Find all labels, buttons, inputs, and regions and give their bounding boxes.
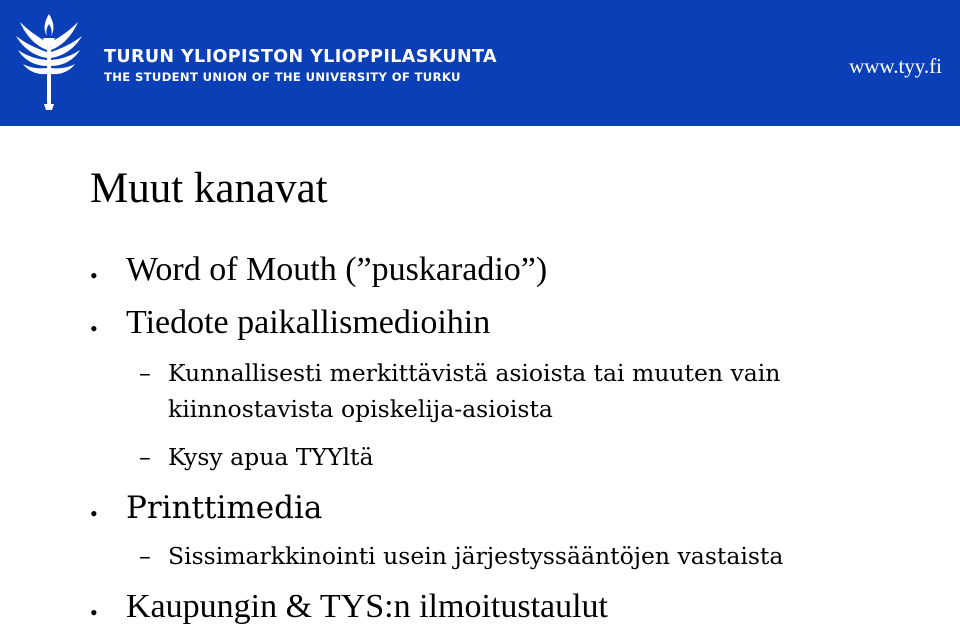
bullet-text: Kaupungin & TYS:n ilmoitustaulut: [126, 588, 608, 625]
sub-bullet-text: kiinnostavista opiskelija-asioista: [168, 395, 553, 423]
bullet-dot-icon: •: [90, 600, 98, 625]
sub-bullet-text: Sissimarkkinointi usein järjestyssääntöjen vastaista: [168, 542, 784, 570]
sub-bullet-dash-icon: –: [139, 542, 151, 570]
header-banner: [0, 0, 960, 126]
bullet-dot-icon: •: [90, 263, 98, 288]
website-link[interactable]: www.tyy.fi: [849, 54, 942, 78]
bullet-dot-icon: •: [90, 316, 98, 341]
org-name-finnish: TURUN YLIOPISTON YLIOPPILASKUNTA: [104, 47, 497, 67]
slide-title: Muut kanavat: [90, 165, 328, 212]
bullet-dot-icon: •: [90, 501, 98, 526]
bullet-text: Tiedote paikallismedioihin: [126, 304, 491, 341]
org-name-english: THE STUDENT UNION OF THE UNIVERSITY OF TURKU: [104, 70, 461, 84]
sub-bullet-dash-icon: –: [139, 359, 151, 387]
sub-bullet-dash-icon: –: [139, 443, 151, 471]
bullet-text: Word of Mouth (”puskaradio”): [126, 251, 548, 288]
sub-bullet-text: Kysy apua TYYltä: [168, 443, 374, 471]
sub-bullet-text: Kunnallisesti merkittävistä asioista tai muuten vain: [168, 359, 781, 387]
bullet-text: Printtimedia: [126, 490, 323, 526]
torch-wings-icon: [14, 12, 84, 112]
